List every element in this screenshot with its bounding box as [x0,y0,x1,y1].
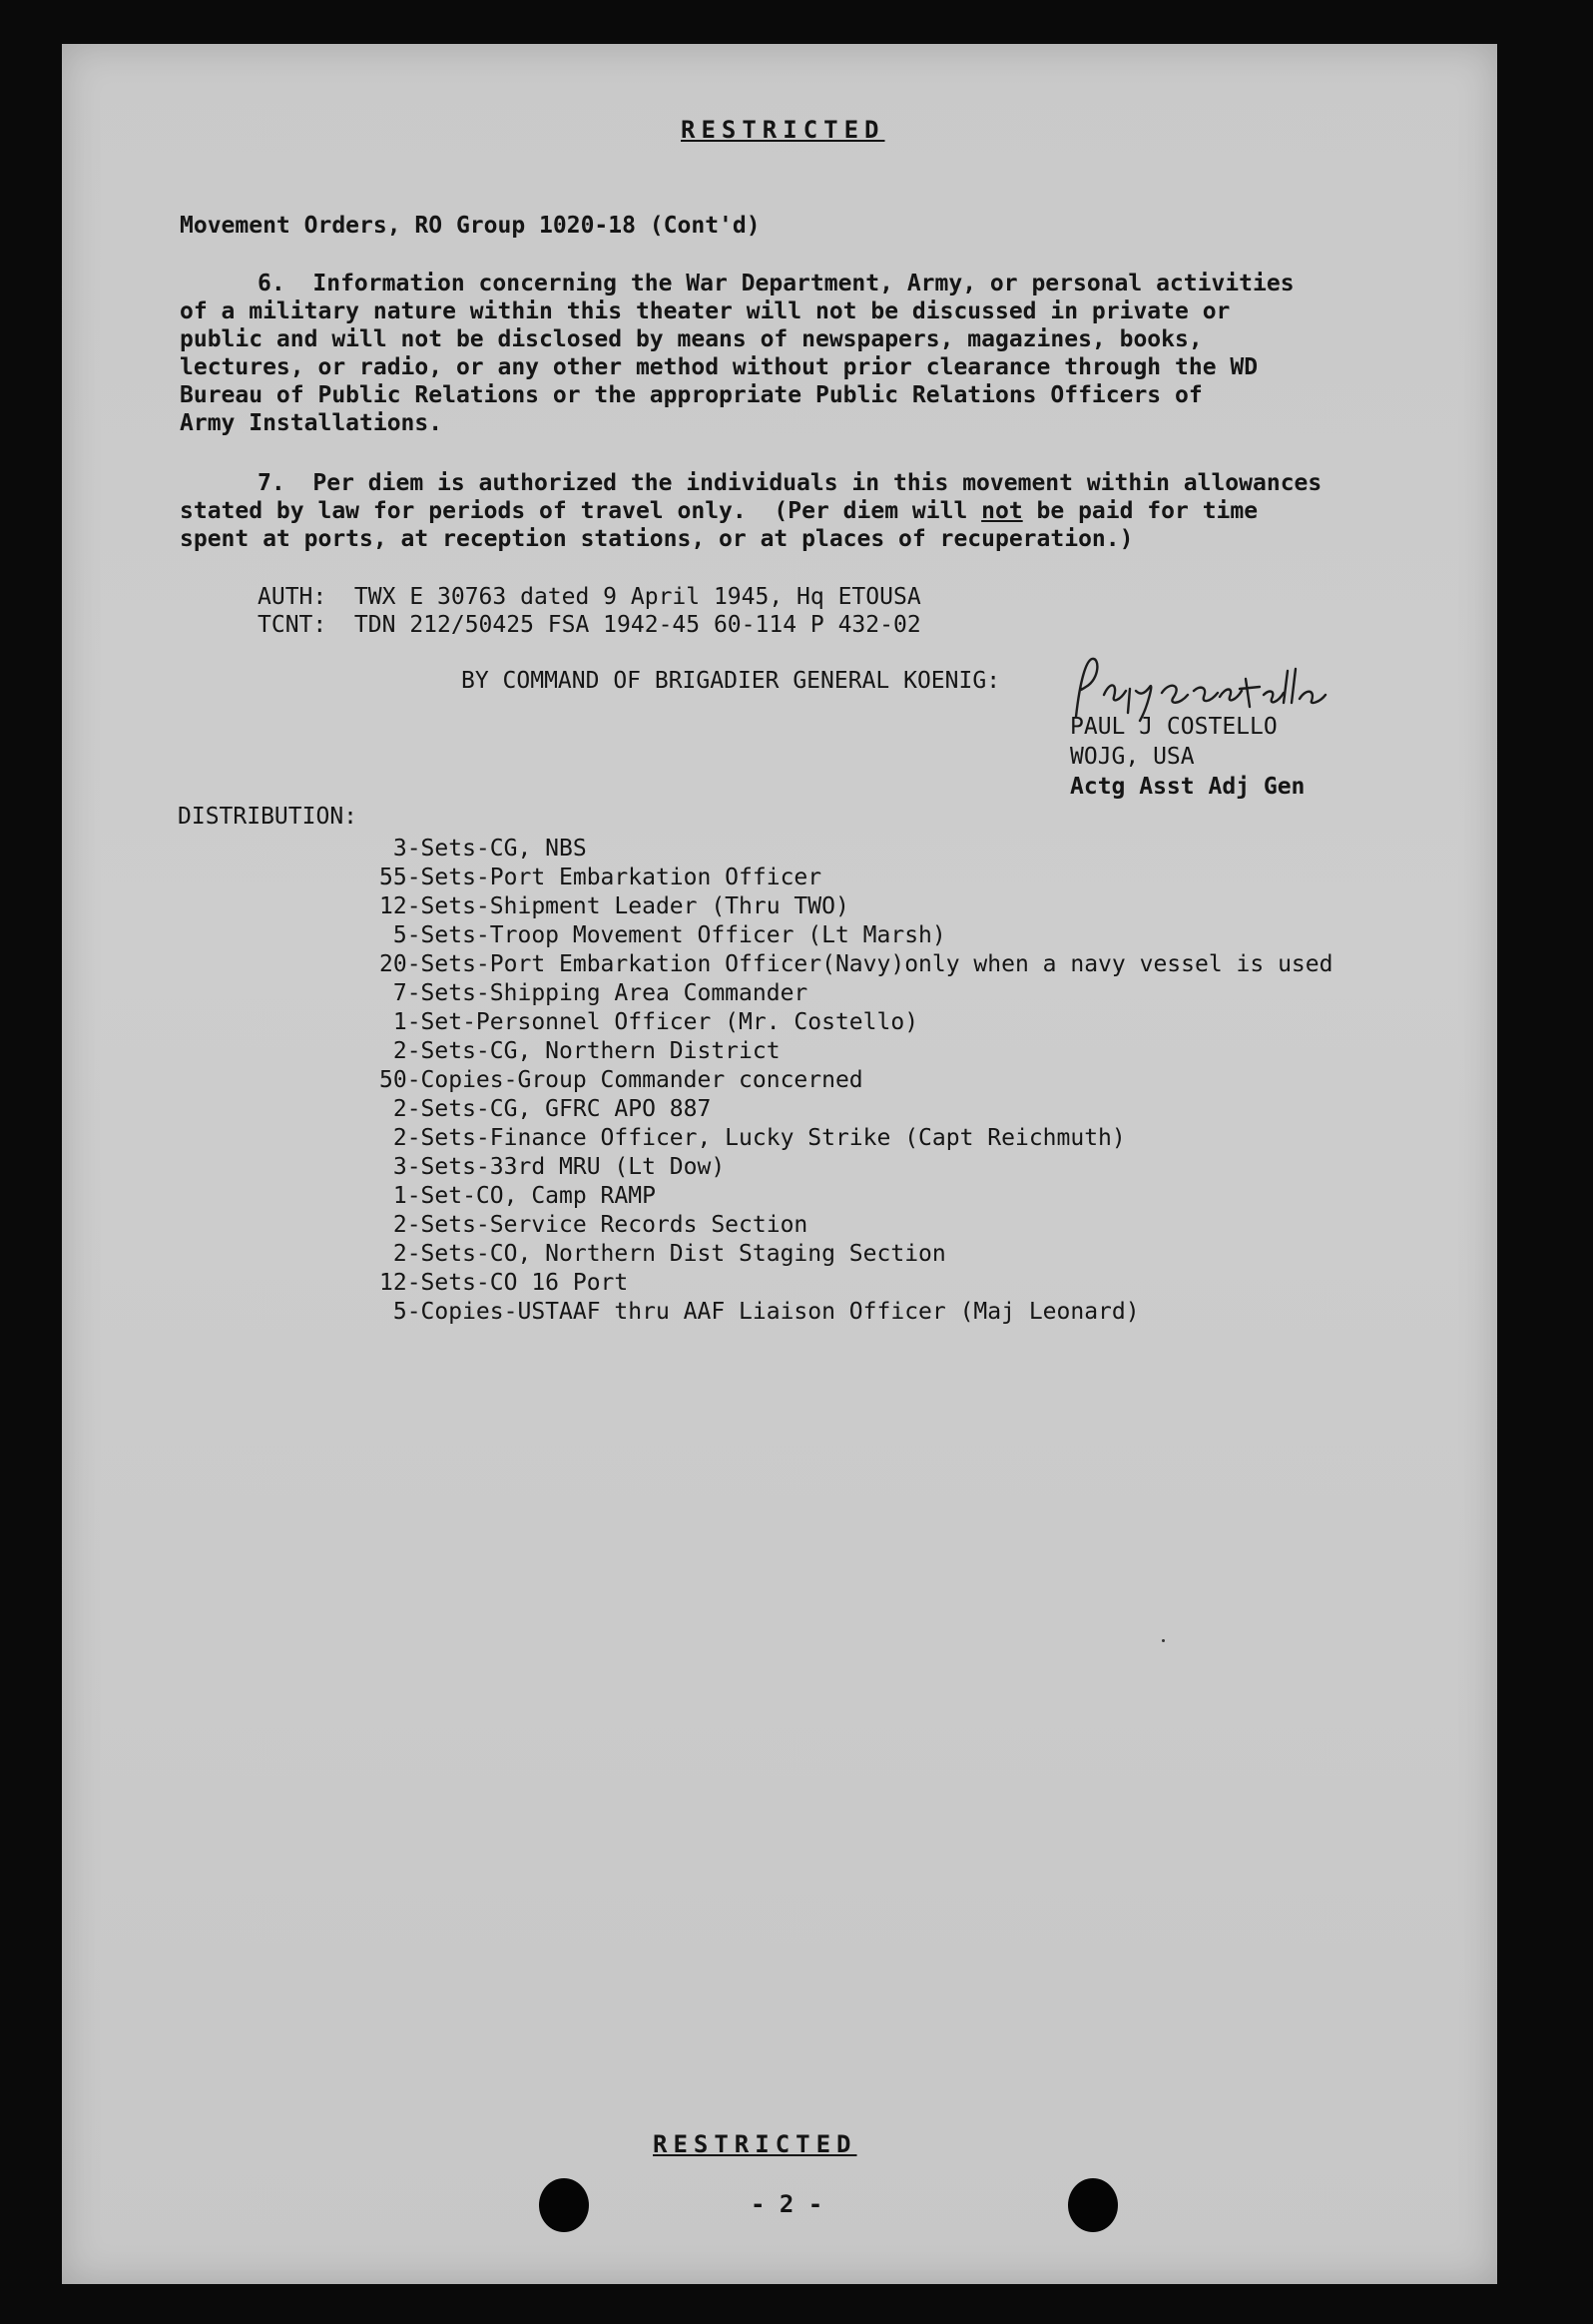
distribution-label: DISTRIBUTION: [178,804,358,830]
para7-line-2-start: stated by law for periods of travel only. (Per diem will [180,498,982,524]
para7-line-2-end: be paid for time [1022,498,1259,524]
distribution-item: 12-Sets-Shipment Leader (Thru TWO) [379,893,849,919]
tcnt-line: TCNT: TDN 212/50425 FSA 1942-45 60-114 P 432-02 [258,612,921,638]
distribution-item: 55-Sets-Port Embarkation Officer [379,865,822,890]
document-page [62,44,1497,2284]
distribution-item: 7-Sets-Shipping Area Commander [379,980,808,1006]
para7-line-1: 7. Per diem is authorized the individuals in this movement within allowances [258,470,1323,496]
distribution-item: 2-Sets-Service Records Section [379,1212,808,1238]
para6-line-3: public and will not be disclosed by means of newspapers, magazines, books, [180,326,1203,352]
para7-line-2 [180,497,1258,525]
distribution-item: 50-Copies-Group Commander concerned [379,1067,863,1093]
distribution-item: 2-Sets-CO, Northern Dist Staging Section [379,1241,946,1267]
header-classification: RESTRICTED [681,116,885,144]
signer-name: PAUL J COSTELLO [1070,714,1278,740]
footer-classification: RESTRICTED [653,2130,857,2158]
distribution-item: 2-Sets-CG, Northern District [379,1038,781,1064]
para6-line-2: of a military nature within this theater will not be discussed in private or [180,298,1231,324]
distribution-item: 5-Sets-Troop Movement Officer (Lt Marsh) [379,922,946,948]
distribution-item: 12-Sets-CO 16 Port [379,1270,629,1296]
auth-line: AUTH: TWX E 30763 dated 9 April 1945, Hq ETOUSA [258,584,921,610]
document-title: Movement Orders, RO Group 1020-18 (Cont'd) [180,213,761,239]
distribution-item: 3-Sets-CG, NBS [379,836,587,862]
distribution-item: 2-Sets-CG, GFRC APO 887 [379,1096,712,1122]
punch-hole-right [1068,2178,1118,2232]
signer-title: Actg Asst Adj Gen [1070,774,1306,800]
para7-emphasis-not: not [981,498,1023,524]
command-line: BY COMMAND OF BRIGADIER GENERAL KOENIG: [461,668,1001,694]
para6-line-4: lectures, or radio, or any other method without prior clearance through the WD [180,354,1259,380]
distribution-item: 3-Sets-33rd MRU (Lt Dow) [379,1154,726,1180]
signature-stroke [1076,659,1326,721]
para6-line-6: Army Installations. [180,410,443,436]
distribution-item: 5-Copies-USTAAF thru AAF Liaison Officer (Maj Leonard) [379,1299,1140,1325]
para6-line-1: 6. Information concerning the War Department, Army, or personal activities [258,271,1295,296]
paper-speck [1162,1639,1165,1642]
signer-rank: WOJG, USA [1070,744,1195,770]
distribution-item: 20-Sets-Port Embarkation Officer(Navy)only when a navy vessel is used [379,951,1333,977]
para6-line-5: Bureau of Public Relations or the appropriate Public Relations Officers of [180,382,1203,408]
para7-line-3: spent at ports, at reception stations, or at places of recuperation.) [180,526,1134,552]
distribution-item: 1-Set-CO, Camp RAMP [379,1183,656,1209]
distribution-item: 1-Set-Personnel Officer (Mr. Costello) [379,1009,919,1035]
page-number: - 2 - [751,2190,823,2218]
distribution-item: 2-Sets-Finance Officer, Lucky Strike (Capt Reichmuth) [379,1125,1126,1151]
punch-hole-left [539,2178,589,2232]
